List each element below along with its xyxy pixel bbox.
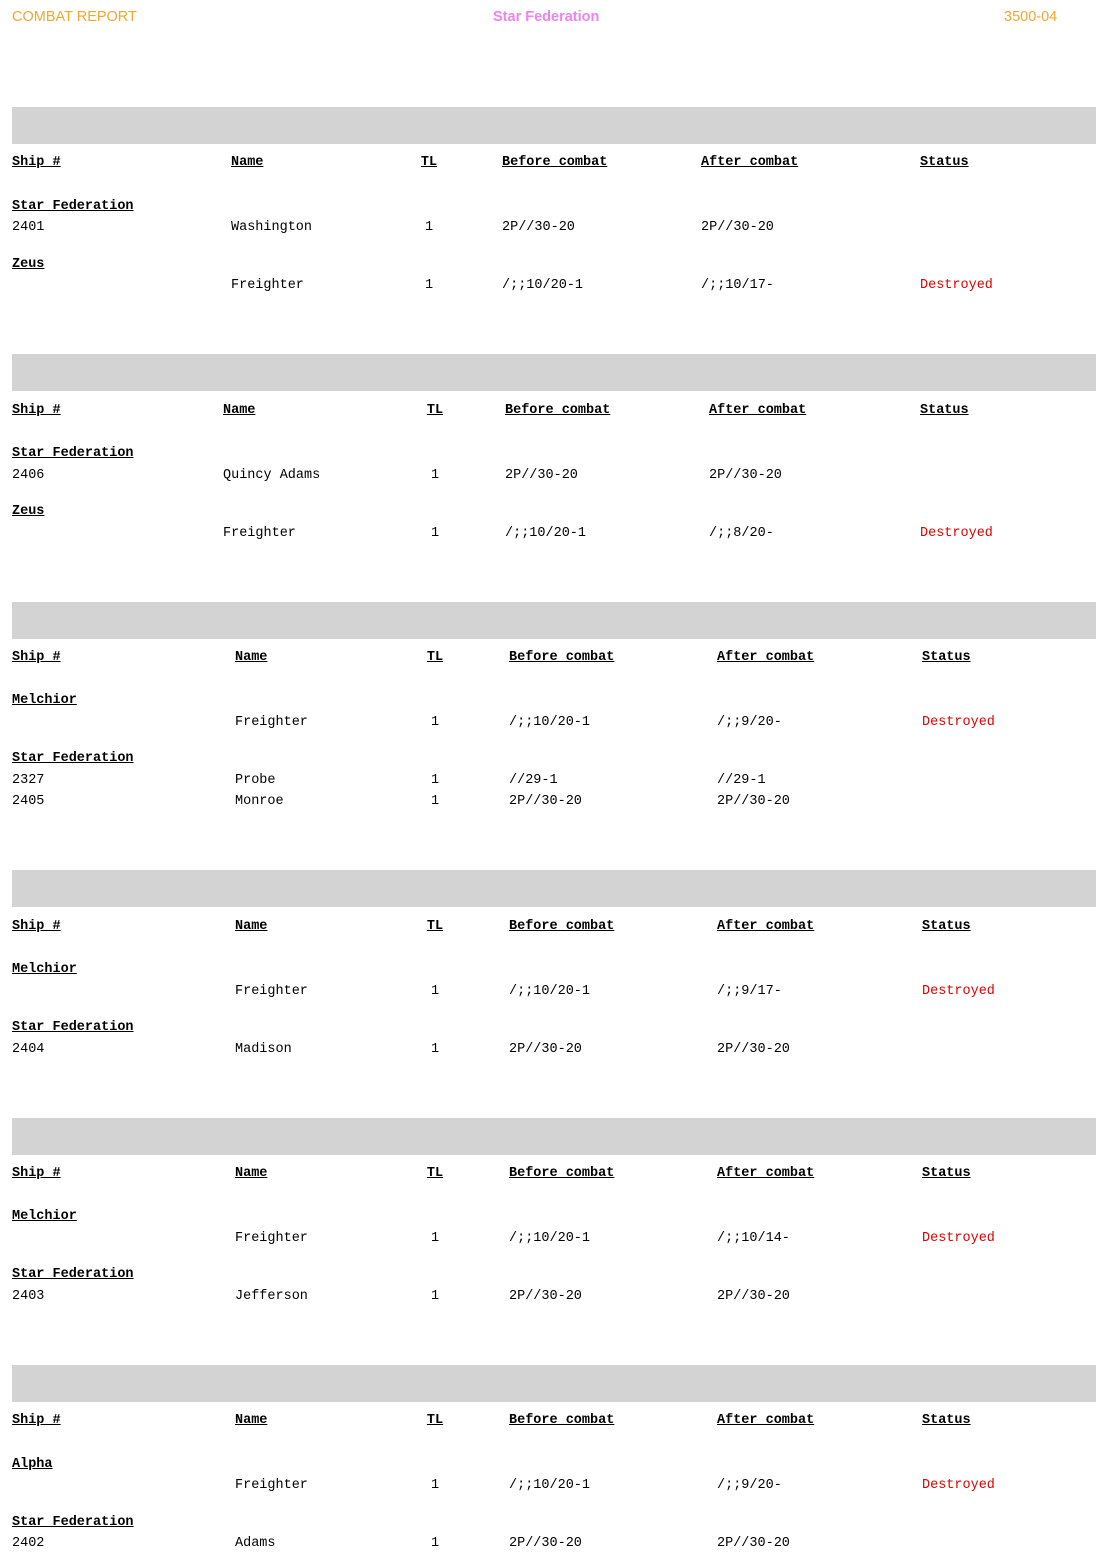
ship-name: Freighter (235, 1230, 308, 1246)
combat-block (12, 870, 1096, 1060)
after-combat: //29-1 (717, 772, 766, 788)
ship-name: Freighter (231, 278, 304, 294)
before-combat: /;;10/20-1 (509, 714, 591, 730)
ship-name: Freighter (223, 525, 296, 541)
column-header-ship-status: Status (920, 402, 969, 418)
combat-header-bar (12, 870, 1096, 907)
column-header-ship-name: Name (235, 918, 268, 934)
ship-status (922, 791, 1096, 813)
after-combat: /;;10/17- (701, 278, 774, 294)
fleet-name: Star Federation (12, 751, 134, 767)
column-header-after-combat: After combat (717, 1413, 815, 1428)
before-combat: /;;10/20-1 (509, 983, 591, 999)
combat-header-bar (12, 1365, 1096, 1402)
combat-block (12, 1118, 1096, 1308)
column-header-ship-number: Ship # (12, 1413, 61, 1428)
ship-number: 2401 (12, 220, 45, 236)
ship-status: Destroyed (922, 1230, 995, 1246)
column-header-row (12, 152, 1096, 174)
column-header-ship-status: Status (922, 918, 971, 934)
combat-header-bar (12, 107, 1096, 144)
fleet-name: Melchior (12, 1209, 77, 1225)
column-header-row (12, 916, 1096, 938)
faction-name: Star Federation (493, 9, 600, 25)
after-combat: 2P//30-20 (709, 467, 782, 483)
turn-label: 3500-04 (1004, 9, 1058, 25)
tech-level: 1 (424, 220, 434, 236)
fleet-name: Melchior (12, 693, 77, 709)
column-header-before-combat: Before combat (505, 402, 611, 418)
after-combat: 2P//30-20 (717, 1536, 790, 1551)
ship-row (12, 1533, 1096, 1555)
ship-name: Quincy Adams (223, 467, 321, 483)
tech-level: 1 (430, 1041, 440, 1057)
combat-header-bar (12, 1118, 1096, 1155)
combat-block (12, 1365, 1096, 1555)
ship-row (12, 1039, 1096, 1061)
column-header-ship-number: Ship # (12, 649, 61, 665)
ship-row (12, 275, 1096, 297)
column-header-before-combat: Before combat (509, 1413, 615, 1428)
column-header-tech-level: TL (420, 155, 438, 171)
tech-level: 1 (430, 1536, 440, 1551)
fleet-name: Star Federation (12, 1267, 134, 1283)
column-header-ship-status: Status (922, 1413, 971, 1428)
before-combat: //29-1 (509, 772, 558, 788)
column-header-ship-number: Ship # (12, 1165, 61, 1181)
combat-block (12, 107, 1096, 297)
ship-status: Destroyed (920, 278, 993, 294)
ship-name: Adams (235, 1536, 276, 1551)
fleet-name: Melchior (12, 962, 77, 977)
ship-name: Madison (235, 1041, 292, 1057)
ship-status (922, 770, 1096, 792)
before-combat: 2P//30-20 (509, 1041, 582, 1057)
column-header-before-combat: Before combat (509, 1165, 615, 1181)
column-header-after-combat: After combat (717, 649, 815, 665)
combat-block (12, 354, 1096, 544)
ship-row (12, 981, 1096, 1003)
ship-number (12, 712, 235, 734)
ship-name: Freighter (235, 983, 308, 999)
after-combat: 2P//30-20 (717, 794, 790, 810)
ship-number: 2402 (12, 1536, 45, 1551)
ship-name: Monroe (235, 794, 284, 810)
column-header-row (12, 400, 1096, 422)
before-combat: 2P//30-20 (509, 1288, 582, 1304)
column-header-tech-level: TL (426, 402, 444, 418)
tech-level: 1 (424, 278, 434, 294)
column-header-after-combat: After combat (717, 918, 815, 934)
fleet-name: Star Federation (12, 1020, 134, 1035)
ship-status (922, 1533, 1096, 1555)
ship-status (922, 1039, 1096, 1061)
after-combat: /;;10/14- (717, 1230, 790, 1246)
column-header-tech-level: TL (426, 1413, 444, 1428)
before-combat: 2P//30-20 (509, 1536, 582, 1551)
column-header-after-combat: After combat (701, 155, 799, 171)
ship-number (12, 523, 223, 545)
ship-name: Freighter (235, 714, 308, 730)
ship-row (12, 465, 1096, 487)
ship-number (12, 981, 235, 1003)
after-combat: 2P//30-20 (717, 1041, 790, 1057)
column-header-ship-number: Ship # (12, 155, 61, 171)
fleet-name: Zeus (12, 256, 45, 272)
column-header-ship-status: Status (920, 155, 969, 171)
before-combat: 2P//30-20 (502, 220, 575, 236)
fleet-name: Star Federation (12, 446, 134, 461)
column-header-ship-name: Name (235, 649, 268, 665)
column-header-ship-name: Name (235, 1413, 268, 1428)
ship-row (12, 1228, 1096, 1250)
column-header-tech-level: TL (426, 918, 444, 934)
column-header-before-combat: Before combat (509, 649, 615, 665)
tech-level: 1 (430, 525, 440, 541)
column-header-tech-level: TL (426, 1165, 444, 1181)
tech-level: 1 (430, 794, 440, 810)
ship-number (12, 1475, 235, 1497)
ship-name: Washington (231, 220, 313, 236)
ship-status: Destroyed (922, 714, 995, 730)
column-header-after-combat: After combat (709, 402, 807, 418)
column-header-ship-name: Name (231, 155, 264, 171)
column-header-ship-name: Name (223, 402, 256, 418)
column-header-ship-status: Status (922, 1165, 971, 1181)
combat-block (12, 602, 1096, 813)
ship-row (12, 791, 1096, 813)
fleet-name: Star Federation (12, 1514, 134, 1530)
before-combat: /;;10/20-1 (509, 1230, 591, 1246)
tech-level: 1 (430, 467, 440, 483)
ship-status (920, 217, 1096, 239)
combat-header-bar (12, 602, 1096, 639)
tech-level: 1 (430, 1288, 440, 1304)
column-header-tech-level: TL (426, 649, 444, 665)
after-combat: 2P//30-20 (717, 1288, 790, 1304)
ship-number: 2405 (12, 794, 45, 810)
after-combat: /;;9/20- (717, 714, 782, 730)
ship-row (12, 217, 1096, 239)
tech-level: 1 (430, 714, 440, 730)
column-header-row (12, 1410, 1096, 1432)
report-title: COMBAT REPORT (12, 9, 137, 25)
ship-number: 2403 (12, 1288, 45, 1304)
ship-status: Destroyed (920, 525, 993, 541)
column-header-ship-number: Ship # (12, 918, 61, 934)
ship-number: 2327 (12, 772, 45, 788)
ship-number: 2406 (12, 467, 45, 483)
ship-status: Destroyed (922, 1478, 995, 1493)
before-combat: 2P//30-20 (509, 794, 582, 810)
combat-header-bar (12, 354, 1096, 391)
ship-row (12, 712, 1096, 734)
column-header-ship-status: Status (922, 649, 971, 665)
ship-number (12, 1228, 235, 1250)
tech-level: 1 (430, 1230, 440, 1246)
column-header-row (12, 1163, 1096, 1185)
ship-name: Jefferson (235, 1288, 308, 1304)
before-combat: /;;10/20-1 (505, 525, 587, 541)
fleet-name: Zeus (12, 504, 45, 519)
fleet-name: Star Federation (12, 198, 134, 214)
ship-status: Destroyed (922, 983, 995, 999)
ship-name: Freighter (235, 1478, 308, 1493)
column-header-ship-name: Name (235, 1165, 268, 1181)
after-combat: /;;8/20- (709, 525, 774, 541)
column-header-after-combat: After combat (717, 1165, 815, 1181)
ship-status (922, 1286, 1096, 1308)
ship-row (12, 770, 1096, 792)
column-header-ship-number: Ship # (12, 402, 61, 418)
combat-report (12, 107, 1096, 1555)
after-combat: /;;9/17- (717, 983, 782, 999)
after-combat: 2P//30-20 (701, 220, 774, 236)
before-combat: /;;10/20-1 (509, 1478, 591, 1493)
tech-level: 1 (430, 983, 440, 999)
report-header (0, 0, 1112, 34)
ship-number: 2404 (12, 1041, 45, 1057)
tech-level: 1 (430, 1478, 440, 1493)
column-header-row (12, 647, 1096, 669)
ship-name: Probe (235, 772, 276, 788)
column-header-before-combat: Before combat (509, 918, 615, 934)
ship-row (12, 523, 1096, 545)
ship-number (12, 275, 231, 297)
before-combat: 2P//30-20 (505, 467, 578, 483)
ship-row (12, 1286, 1096, 1308)
tech-level: 1 (430, 772, 440, 788)
ship-status (920, 465, 1096, 487)
ship-row (12, 1475, 1096, 1497)
column-header-before-combat: Before combat (502, 155, 608, 171)
fleet-name: Alpha (12, 1456, 53, 1472)
after-combat: /;;9/20- (717, 1478, 782, 1493)
before-combat: /;;10/20-1 (502, 278, 584, 294)
